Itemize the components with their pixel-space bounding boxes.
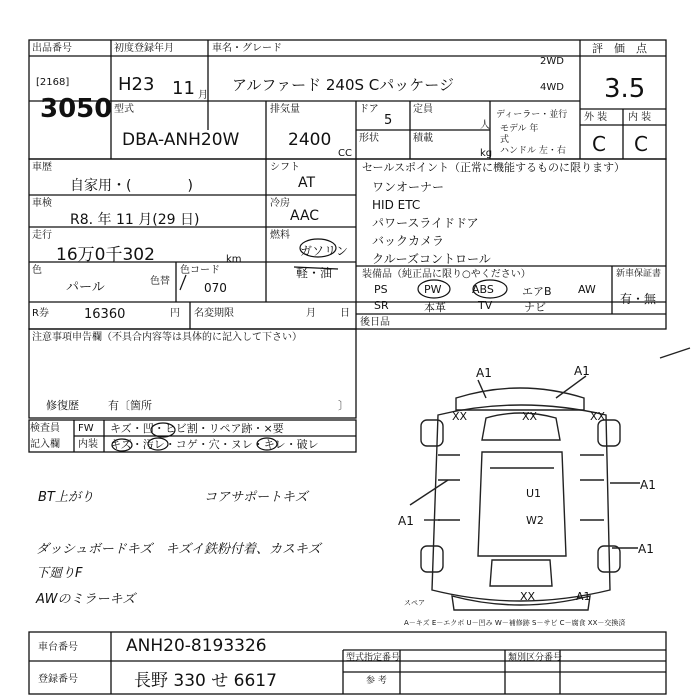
sales-point-item: ワンオーナー: [372, 180, 445, 194]
reg-value: 長野 330 せ 6617: [134, 671, 277, 691]
ref-label: 参 考: [366, 676, 387, 686]
fuel-alt: 軽・油: [296, 266, 333, 280]
damage-mark: U1: [526, 487, 542, 500]
fuel-label: 燃料: [270, 230, 290, 241]
spec-no-label: 型式指定番号: [346, 653, 401, 663]
hand-note-1b: コアサポートキズ: [204, 490, 308, 505]
hand-note-4: AWのミラーキズ: [36, 592, 136, 607]
sales-point-item: パワースライドドア: [372, 216, 479, 230]
ac-value: AAC: [290, 208, 320, 224]
equip-ps: PS: [374, 283, 388, 296]
exterior-value: C: [592, 132, 606, 156]
first-reg-month-unit: 月: [198, 90, 208, 101]
reg-label: 登録番号: [38, 674, 78, 685]
equip-leather: 本革: [424, 301, 446, 314]
repair-value: 有〔箇所: [108, 399, 152, 412]
sales-points-label: セールスポイント（正常に機能するものに限ります）: [362, 161, 626, 174]
sales-points-list: [372, 178, 491, 268]
model: DBA-ANH20W: [122, 130, 240, 150]
shift-label: シフト: [270, 162, 300, 173]
class-no-label: 類別区分番号: [508, 653, 563, 663]
mileage-unit: km: [226, 254, 242, 265]
damage-mark: XX: [520, 590, 536, 603]
warranty-label: 新車保証書: [616, 269, 662, 279]
nc-day: 日: [340, 308, 350, 319]
damage-mark: A1: [574, 364, 590, 378]
warranty-value: 有・無: [620, 292, 657, 306]
grade-value: 3.5: [604, 74, 646, 104]
sales-point-item: HID ETC: [372, 198, 421, 212]
damage-mark: A1: [476, 366, 492, 380]
handle-label: ハンドル 左・右: [500, 146, 566, 156]
load-unit: kg: [480, 148, 493, 159]
spare-label: スペア: [404, 599, 425, 607]
name-change-label: 名変期限: [194, 308, 234, 319]
recycle-value: 16360: [84, 307, 126, 322]
lot-no: 3050: [40, 94, 113, 124]
equip-sr: SR: [374, 299, 389, 312]
history-value: 自家用・( ): [70, 178, 193, 194]
displacement: 2400: [288, 130, 332, 150]
equip-aw: AW: [578, 283, 596, 296]
exterior-label: 外 装: [584, 112, 608, 123]
drive-4wd: 4WD: [540, 82, 564, 93]
shape-label: 形状: [359, 133, 379, 144]
damage-mark: A1: [576, 590, 591, 603]
capacity-unit: 人: [480, 120, 490, 131]
inspection-label: 車検: [32, 198, 52, 209]
ac-label: 冷房: [270, 198, 290, 209]
recycle-unit: 円: [170, 308, 180, 319]
equipment-label: 装備品（純正品に限り○やください）: [362, 269, 531, 280]
drive-2wd: 2WD: [540, 56, 564, 67]
damage-mark: XX: [452, 410, 468, 423]
interior-value: C: [634, 132, 648, 156]
inspector-line1: キズ・凹・ヒビ割・リペア跡・×要: [110, 422, 284, 435]
model-year-label: モデル 年式: [500, 124, 539, 145]
interior-label: 内 装: [628, 112, 652, 123]
model-label: 型式: [114, 104, 134, 115]
damage-mark: W2: [526, 514, 544, 527]
entry-label: 記入欄: [30, 439, 60, 450]
inner-label: 内装: [78, 439, 98, 450]
shift-value: AT: [298, 175, 316, 191]
equip-pw: PW: [424, 283, 442, 296]
first-reg-month: 11: [172, 78, 195, 99]
inspector-line2: キズ・汚レ・コゲ・穴・ヌレ・キレ・破レ: [110, 438, 319, 451]
hand-note-2: ダッシュボードキズ キズイ鉄粉付着、カスキズ: [36, 542, 321, 557]
nc-month: 月: [306, 308, 316, 319]
first-reg-label: 初度登録年月: [114, 43, 174, 54]
damage-mark: XX: [590, 410, 606, 423]
notes-label: 注意事項申告欄（不具合内容等は具体的に記入して下さい）: [32, 332, 302, 343]
color-code-label: 色コード: [180, 265, 220, 276]
color-value: パール: [66, 280, 105, 295]
history-label: 車歴: [32, 162, 52, 173]
car-name: アルファード 240S Cパッケージ: [232, 76, 454, 94]
repair-label: 修復歴: [46, 399, 79, 412]
damage-legend: A－キズ E－エクボ U－凹み W－補修跡 S－サビ C－腐食 XX－交換済: [404, 619, 626, 627]
equip-navi: ナビ: [524, 301, 546, 314]
later-items-label: 後日品: [360, 317, 390, 328]
hand-note-3: 下廻りF: [36, 566, 83, 581]
cc-unit: CC: [338, 148, 352, 159]
fuel-value: ガソリン: [300, 244, 349, 258]
dealer-label: ディーラー・並行: [496, 110, 568, 120]
inspection-value: R8. 年 11 月(29 日): [70, 212, 200, 228]
chassis-label: 車台番号: [38, 642, 78, 653]
load-label: 積載: [413, 133, 433, 144]
damage-mark: XX: [522, 410, 538, 423]
recycle-label: R券: [32, 308, 49, 319]
car-name-label: 車名・グレード: [212, 43, 282, 54]
color-code: 070: [204, 281, 227, 295]
doors-label: ドア: [359, 104, 379, 115]
capacity-label: 定員: [413, 104, 433, 115]
inspector-label: 検査員: [30, 423, 60, 434]
equip-airbag: エアB: [522, 285, 552, 298]
fw-label: FW: [78, 423, 94, 434]
sales-point-item: クルーズコントロール: [372, 252, 491, 266]
first-reg-year: H23: [118, 74, 155, 95]
sales-point-item: バックカメラ: [372, 234, 445, 248]
lot-no-label: 出品番号: [32, 43, 72, 54]
color-label: 色: [32, 265, 42, 276]
displacement-label: 排気量: [270, 104, 300, 115]
mileage-label: 走行: [32, 230, 52, 241]
equip-tv: TV: [478, 299, 493, 312]
color-no-label: 色替: [150, 276, 170, 287]
lot-sub: [2168]: [36, 77, 70, 88]
damage-mark: A1: [640, 478, 656, 492]
mileage-value: 16万0千302: [56, 245, 155, 265]
hand-note-1a: BT上がり: [38, 490, 94, 505]
doors: 5: [384, 113, 393, 128]
equip-abs: ABS: [472, 283, 494, 296]
repair-close: 〕: [338, 399, 349, 412]
damage-mark: A1: [398, 514, 414, 528]
grade-label: 評 価 点: [592, 42, 647, 55]
damage-mark: A1: [638, 542, 654, 556]
chassis-value: ANH20-8193326: [126, 636, 267, 656]
